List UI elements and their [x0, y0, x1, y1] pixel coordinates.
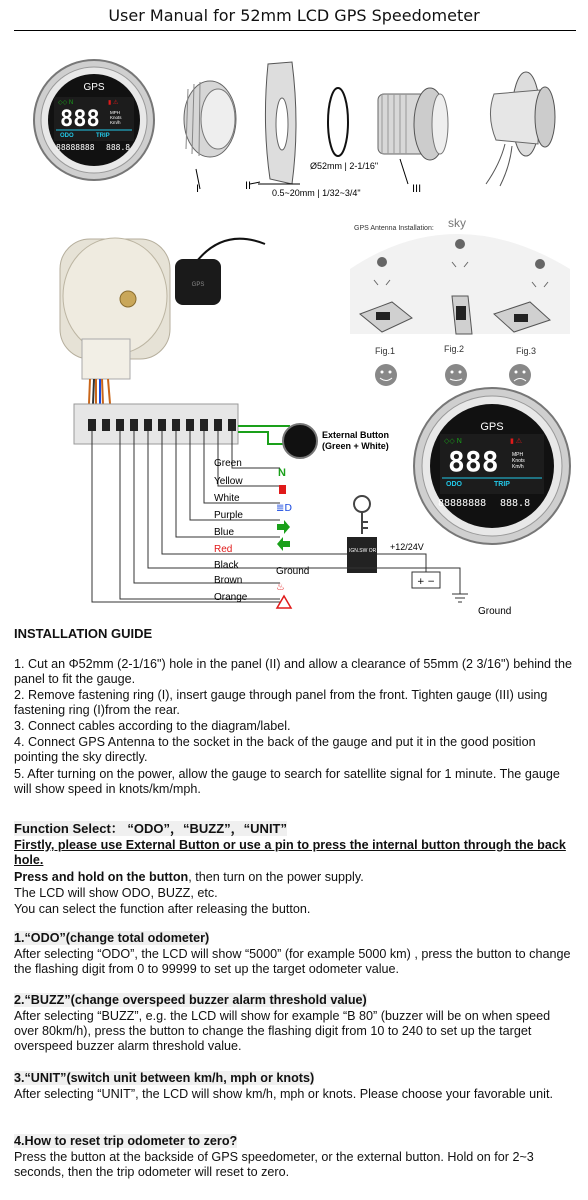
- gauge-body: [378, 88, 448, 184]
- unit-body: After selecting “UNIT”, the LCD will show km/h, mph or knots. Please choose your favorable unit.: [14, 1087, 553, 1101]
- svg-text:▮ ⚠: ▮ ⚠: [108, 100, 119, 106]
- gauge-right-gps-label: GPS: [480, 421, 504, 433]
- title-divider: [14, 30, 576, 31]
- svg-text:+ −: + −: [417, 577, 435, 587]
- gauge-front-top: [34, 60, 154, 180]
- dimension-hole: Ø52mm | 2-1/16": [310, 161, 379, 171]
- svg-text:Knots: Knots: [512, 458, 525, 464]
- unit-heading-text: 3.“UNIT”(switch unit between km/h, mph or knots): [14, 1071, 315, 1085]
- wire-brown: Brown: [214, 575, 243, 586]
- gauge-right-odo-label: ODO: [446, 481, 462, 488]
- smiley-happy-icon: [375, 364, 397, 386]
- svg-text:MPH: MPH: [110, 110, 120, 115]
- select-after-text: You can select the function after releasing the button.: [14, 902, 311, 916]
- installation-step-1: 1. Cut an Φ52mm (2-1/16") hole in the panel (II) and allow a clearance of 55mm (2 3/16") behind the panel to fit the gauge.: [14, 657, 573, 687]
- ignition-label: IGN.SW OR SEP.SW: [349, 548, 397, 554]
- installation-step-4: 4. Connect GPS Antenna to the socket in the back of the gauge and put it in the good position pointing the sky directly.: [14, 735, 536, 765]
- reset-heading-text: 4.How to reset trip odometer to zero?: [14, 1134, 238, 1148]
- gauge-odo-label: ODO: [60, 133, 74, 139]
- high-beam-icon: ≣D: [276, 503, 293, 514]
- odo-body: After selecting “ODO”, the LCD will show “5000” (for example 5000 km) , press the button to change the flashing digit from 0 to 99999 to set up the target odometer value.: [14, 947, 571, 977]
- page-title: User Manual for 52mm LCD GPS Speedometer: [108, 6, 480, 25]
- buzz-body: After selecting “BUZZ”, e.g. the LCD will show for example “B 80” (buzzer will be on when speed over 80km/h), press the button to change the flashing digit from 10 to 240 to set up the target overspeed buzzer alarm threshold value.: [14, 1009, 551, 1054]
- wire-yellow: Yellow: [214, 476, 243, 487]
- antenna-fig-1: Fig.1: [375, 346, 396, 356]
- installation-guide-heading: INSTALLATION GUIDE: [14, 626, 153, 641]
- gauge-speed-digits: 888: [60, 107, 100, 132]
- wire-red: Red: [214, 544, 233, 555]
- antenna-sky-label: sky: [448, 216, 466, 230]
- installation-step-5: 5. After turning on the power, allow the gauge to search for satellite signal for 1 minute. The gauge will show speed in knots/km/mph.: [14, 767, 560, 797]
- gauge-front-right: [414, 388, 570, 544]
- press-hold-bold: Press and hold on the button: [14, 870, 189, 884]
- press-hold-instruction: [14, 870, 576, 885]
- wire-white: White: [214, 493, 240, 504]
- o-ring: [328, 88, 348, 156]
- label-roman-1: I: [196, 183, 200, 195]
- svg-text:◇◇ N: ◇◇ N: [58, 100, 74, 106]
- buzz-heading-text: 2.“BUZZ”(change overspeed buzzer alarm threshold value): [14, 993, 367, 1007]
- antenna-title: GPS Antenna Installation:: [354, 225, 434, 232]
- ground-symbol-icon: [452, 594, 468, 602]
- lcd-show-text: The LCD will show ODO, BUZZ, etc.: [14, 886, 218, 900]
- left-turn-icon: [277, 537, 290, 551]
- neutral-n-icon: N: [278, 467, 286, 479]
- unit-heading: [14, 1071, 576, 1086]
- svg-text:▮ ⚠: ▮ ⚠: [510, 438, 523, 445]
- wire-purple: Purple: [214, 510, 243, 521]
- reset-body: Press the button at the backside of GPS speedometer, or the external button. Hold on for 2~3 seconds, then the trip odometer will reset to zero.: [14, 1150, 534, 1180]
- antenna-installation-diagram: [350, 216, 570, 386]
- dimension-panel: 0.5~20mm | 1/32~3/4": [272, 188, 361, 198]
- installation-step-3: 3. Connect cables according to the diagram/label.: [14, 719, 291, 733]
- label-roman-3: III: [412, 183, 422, 195]
- voltage-label: +12/24V: [390, 542, 424, 552]
- right-turn-icon: [277, 520, 290, 534]
- assembled-gauge: [486, 72, 555, 186]
- odo-heading-text: 1.“ODO”(change total odometer): [14, 931, 210, 945]
- panel-plate: [250, 62, 300, 184]
- svg-text:Km/h: Km/h: [512, 464, 524, 470]
- gauge-right-odo-digits: 88888888: [438, 498, 487, 509]
- label-roman-2: II: [245, 180, 252, 192]
- fastening-ring: [184, 81, 236, 189]
- smiley-sad-icon: [509, 364, 531, 386]
- svg-text:MPH: MPH: [512, 452, 524, 458]
- gauge-gps-label: GPS: [83, 82, 105, 93]
- gauge-back-photo: [60, 238, 170, 432]
- svg-text:Km/h: Km/h: [110, 120, 121, 125]
- installation-step-2: 2. Remove fastening ring (I), insert gauge through panel from the front. Tighten gauge (III) using fastening ring (I)from the rear.: [14, 688, 548, 718]
- fuel-icon: [279, 485, 286, 494]
- odo-heading: [14, 931, 576, 946]
- press-hold-rest: , then turn on the power supply.: [188, 870, 364, 884]
- svg-text:◇◇ N: ◇◇ N: [444, 438, 462, 445]
- battery-icon: [412, 572, 440, 588]
- smiley-neutral-icon: [445, 364, 467, 386]
- ignition-key-icon: [354, 496, 370, 534]
- gps-antenna-photo: [175, 239, 265, 305]
- reset-heading: [14, 1134, 576, 1149]
- wire-black: Black: [214, 560, 239, 571]
- gauge-trip-digits: 888.8: [106, 143, 131, 152]
- external-button-sublabel: (Green + White): [322, 441, 389, 451]
- oil-icon: ♨: [276, 582, 285, 593]
- antenna-fig-3: Fig.3: [516, 346, 537, 356]
- wire-blue: Blue: [214, 527, 235, 538]
- buzz-heading: [14, 993, 576, 1008]
- antenna-fig-2: Fig.2: [444, 344, 465, 354]
- svg-text:GPS: GPS: [191, 282, 205, 288]
- gauge-odo-digits: 88888888: [56, 143, 95, 152]
- svg-text:Knots: Knots: [110, 115, 122, 120]
- ground-label: Ground: [478, 606, 512, 617]
- gauge-trip-label: TRIP: [96, 133, 110, 139]
- gauge-right-trip-digits: 888.8: [500, 498, 531, 509]
- ground-wire-label: Ground: [276, 566, 310, 577]
- external-button-label: External Button: [322, 430, 390, 440]
- gauge-right-speed-digits: 888: [448, 445, 499, 478]
- illustration-area: [0, 34, 588, 620]
- firstly-instruction: Firstly, please use External Button or use a pin to press the internal button through the back hole.: [14, 838, 566, 868]
- wire-green: Green: [214, 458, 242, 469]
- function-select-text: Function Select： “ODO”，“BUZZ”，“UNIT”: [14, 821, 288, 836]
- wire-orange: Orange: [214, 592, 248, 603]
- gauge-right-trip-label: TRIP: [494, 481, 510, 488]
- function-select-heading: [14, 821, 576, 836]
